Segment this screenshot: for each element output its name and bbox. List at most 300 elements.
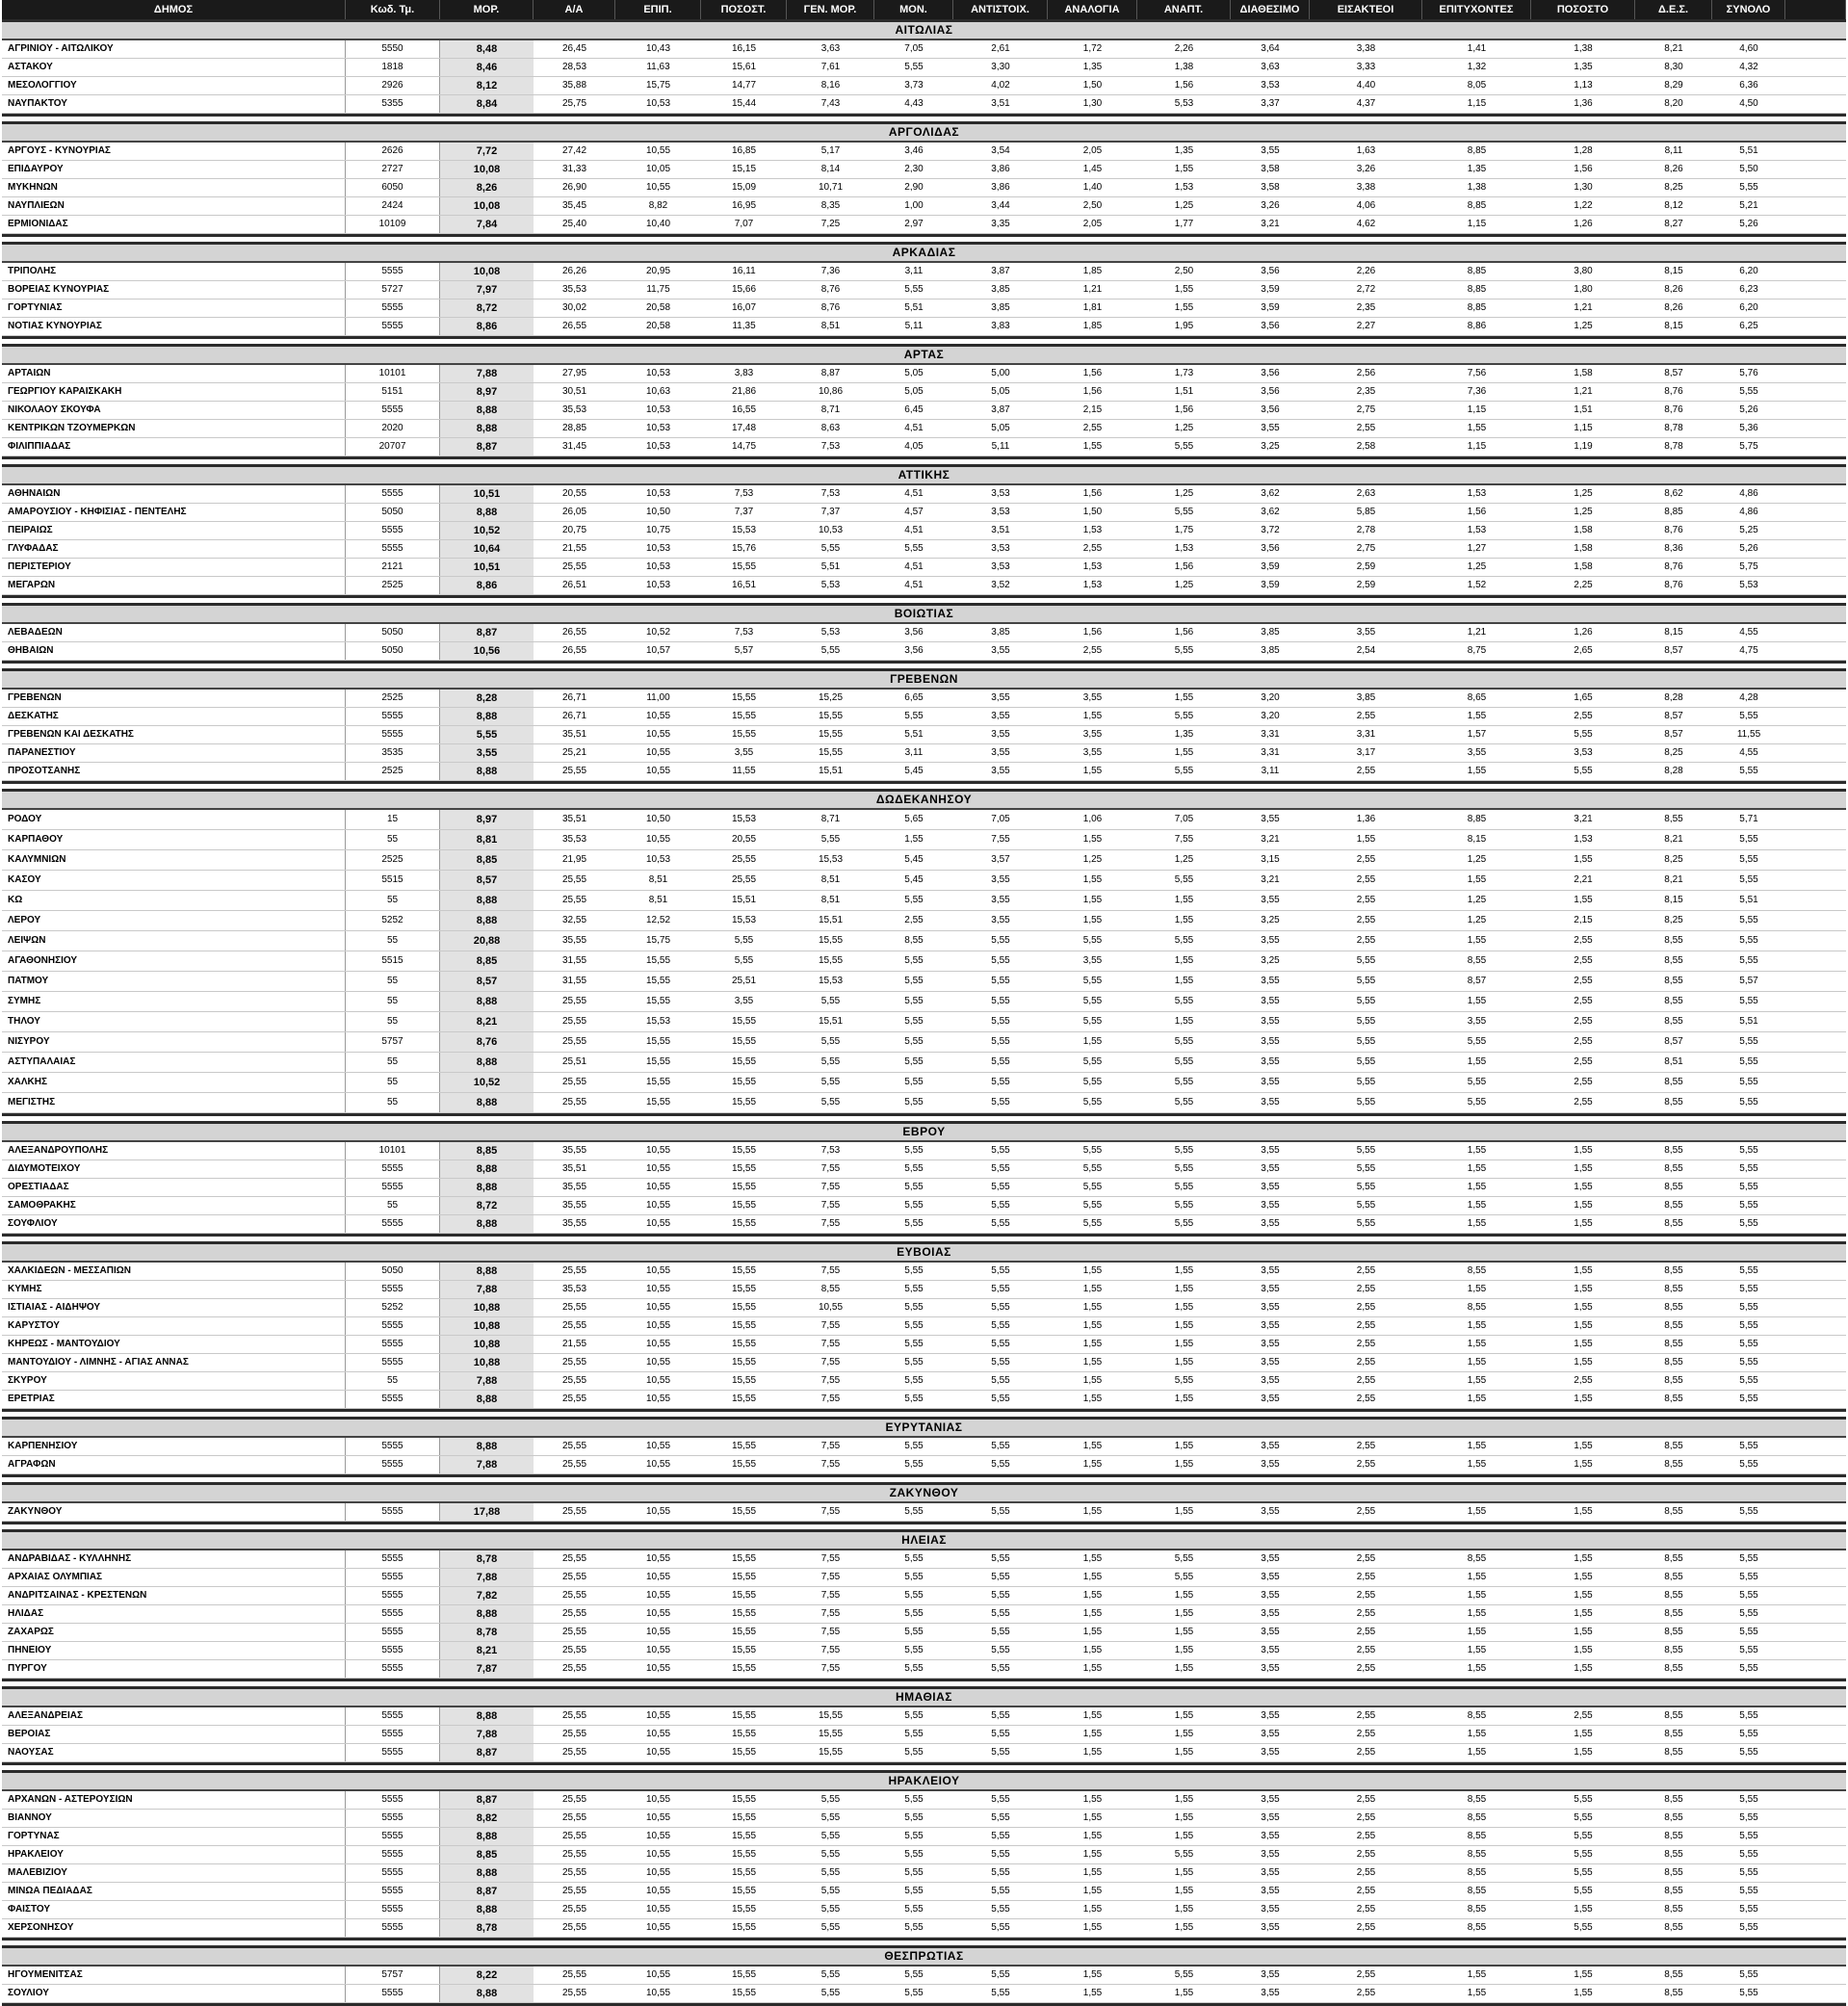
value-cell[interactable]: 10,55 — [645, 182, 671, 193]
value-cell[interactable]: 5,55 — [991, 1394, 1010, 1404]
value-cell[interactable]: 16,55 — [731, 404, 757, 415]
value-cell[interactable]: 25,55 — [561, 1904, 587, 1915]
value-cell[interactable]: 1,55 — [1574, 1163, 1593, 1174]
value-cell[interactable]: 2,25 — [1574, 580, 1593, 590]
municipality-cell[interactable]: ΑΛΕΞΑΝΔΡΕΙΑΣ — [2, 1707, 346, 1725]
value-cell[interactable]: 15,55 — [731, 1265, 757, 1276]
table-row[interactable] — [2, 577, 1846, 595]
municipality-cell[interactable]: ΦΑΙΣΤΟΥ — [2, 1901, 346, 1918]
value-cell[interactable]: 1,25 — [1174, 580, 1194, 590]
value-cell[interactable]: 5,55 — [991, 1200, 1010, 1211]
municipality-cell[interactable]: ΑΣΤΑΚΟΥ — [2, 59, 346, 76]
score-cell[interactable]: 10,08 — [440, 161, 534, 178]
value-cell[interactable]: 1,55 — [1467, 1163, 1487, 1174]
value-cell[interactable]: 5,55 — [904, 895, 924, 905]
value-cell[interactable]: 20,58 — [645, 321, 671, 331]
value-cell[interactable]: 10,53 — [645, 423, 671, 433]
table-row[interactable] — [2, 1587, 1846, 1605]
value-cell[interactable]: 10,52 — [645, 627, 671, 638]
value-cell[interactable]: 1,38 — [1467, 182, 1487, 193]
value-cell[interactable]: 3,59 — [1261, 580, 1280, 590]
value-cell[interactable]: 15,55 — [731, 1590, 757, 1601]
value-cell[interactable]: 5,85 — [1356, 507, 1376, 517]
value-cell[interactable]: 3,55 — [1261, 1163, 1280, 1174]
column-header[interactable]: ΕΙΣΑΚΤΕΟΙ — [1310, 0, 1422, 19]
value-cell[interactable]: 15,55 — [731, 1729, 757, 1739]
value-cell[interactable]: 3,21 — [1261, 219, 1280, 229]
value-cell[interactable]: 5,55 — [820, 1077, 841, 1087]
value-cell[interactable]: 15,55 — [818, 1710, 844, 1721]
value-cell[interactable]: 3,55 — [1261, 1867, 1280, 1878]
table-row[interactable] — [2, 1707, 1846, 1726]
value-cell[interactable]: 8,85 — [1467, 284, 1487, 295]
code-cell[interactable]: 5555 — [346, 1215, 440, 1233]
value-cell[interactable]: 5,21 — [1739, 200, 1758, 211]
value-cell[interactable]: 5,55 — [1574, 1867, 1593, 1878]
value-cell[interactable]: 10,55 — [645, 1572, 671, 1582]
score-cell[interactable]: 3,55 — [440, 744, 534, 762]
value-cell[interactable]: 1,55 — [1082, 1988, 1103, 1998]
score-cell[interactable]: 7,88 — [440, 1372, 534, 1390]
value-cell[interactable]: 15,51 — [818, 766, 844, 776]
value-cell[interactable]: 7,07 — [734, 219, 754, 229]
code-cell[interactable]: 5050 — [346, 642, 440, 660]
value-cell[interactable]: 1,55 — [1174, 1016, 1194, 1027]
table-row[interactable] — [2, 1550, 1846, 1569]
value-cell[interactable]: 2,65 — [1574, 645, 1593, 656]
value-cell[interactable]: 3,85 — [1261, 645, 1280, 656]
value-cell[interactable]: 5,57 — [734, 645, 754, 656]
value-cell[interactable]: 5,55 — [1739, 1831, 1758, 1841]
code-cell[interactable]: 55 — [346, 1073, 440, 1092]
municipality-cell[interactable]: ΣΟΥΛΙΟΥ — [2, 1985, 346, 2002]
value-cell[interactable]: 8,55 — [1664, 1182, 1683, 1192]
municipality-cell[interactable]: ΧΕΡΣΟΝΗΣΟΥ — [2, 1919, 346, 1937]
value-cell[interactable]: 8,85 — [1467, 266, 1487, 276]
value-cell[interactable]: 3,51 — [991, 98, 1010, 109]
code-cell[interactable]: 5555 — [346, 402, 440, 419]
table-row[interactable] — [2, 1456, 1846, 1474]
value-cell[interactable]: 8,55 — [1664, 1163, 1683, 1174]
value-cell[interactable]: 5,55 — [1356, 1016, 1376, 1027]
value-cell[interactable]: 1,25 — [1174, 854, 1194, 865]
municipality-cell[interactable]: ΔΕΣΚΑΤΗΣ — [2, 708, 346, 725]
value-cell[interactable]: 3,64 — [1261, 43, 1280, 54]
value-cell[interactable]: 4,51 — [904, 525, 924, 535]
score-cell[interactable]: 8,78 — [440, 1624, 534, 1641]
value-cell[interactable]: 5,55 — [904, 1710, 924, 1721]
value-cell[interactable]: 5,55 — [1739, 1506, 1758, 1517]
value-cell[interactable]: 8,55 — [1664, 1459, 1683, 1470]
value-cell[interactable]: 2,55 — [1356, 1645, 1376, 1655]
value-cell[interactable]: 3,26 — [1261, 200, 1280, 211]
value-cell[interactable]: 5,55 — [991, 1608, 1010, 1619]
value-cell[interactable]: 8,21 — [1664, 834, 1683, 845]
value-cell[interactable]: 2,56 — [1356, 368, 1376, 378]
value-cell[interactable]: 5,55 — [1739, 1163, 1758, 1174]
value-cell[interactable]: 5,55 — [1174, 1056, 1194, 1067]
value-cell[interactable]: 15,51 — [818, 915, 844, 925]
value-cell[interactable]: 8,71 — [820, 814, 841, 824]
value-cell[interactable]: 1,55 — [1574, 1441, 1593, 1451]
value-cell[interactable]: 8,55 — [1664, 1812, 1683, 1823]
value-cell[interactable]: 1,58 — [1574, 543, 1593, 554]
value-cell[interactable]: 8,15 — [1664, 627, 1683, 638]
value-cell[interactable]: 7,55 — [991, 834, 1010, 845]
value-cell[interactable]: 5,55 — [1739, 711, 1758, 721]
value-cell[interactable]: 1,15 — [1467, 98, 1487, 109]
value-cell[interactable]: 3,25 — [1261, 955, 1280, 966]
value-cell[interactable]: 8,55 — [1664, 1831, 1683, 1841]
value-cell[interactable]: 5,55 — [820, 645, 841, 656]
value-cell[interactable]: 8,30 — [1664, 62, 1683, 72]
value-cell[interactable]: 7,55 — [820, 1590, 841, 1601]
value-cell[interactable]: 5,55 — [1467, 1036, 1487, 1047]
value-cell[interactable]: 35,51 — [561, 729, 587, 740]
value-cell[interactable]: 2,55 — [1574, 996, 1593, 1006]
score-cell[interactable]: 8,88 — [440, 1864, 534, 1882]
value-cell[interactable]: 3,56 — [904, 645, 924, 656]
value-cell[interactable]: 15,55 — [731, 1627, 757, 1637]
value-cell[interactable]: 10,57 — [645, 645, 671, 656]
value-cell[interactable]: 2,59 — [1356, 580, 1376, 590]
value-cell[interactable]: 8,55 — [1664, 1867, 1683, 1878]
table-row[interactable] — [2, 40, 1846, 59]
value-cell[interactable]: 3,55 — [991, 766, 1010, 776]
value-cell[interactable]: 35,51 — [561, 814, 587, 824]
value-cell[interactable]: 5,55 — [1082, 1200, 1103, 1211]
value-cell[interactable]: 15,55 — [645, 1097, 671, 1107]
value-cell[interactable]: 25,55 — [561, 1016, 587, 1027]
value-cell[interactable]: 21,86 — [731, 386, 757, 397]
value-cell[interactable]: 2,35 — [1356, 386, 1376, 397]
value-cell[interactable]: 7,55 — [820, 1218, 841, 1229]
value-cell[interactable]: 5,55 — [904, 1265, 924, 1276]
column-header[interactable]: ΓΕΝ. ΜΟΡ. — [787, 0, 874, 19]
value-cell[interactable]: 7,55 — [820, 1163, 841, 1174]
table-row[interactable] — [2, 1354, 1846, 1372]
value-cell[interactable]: 3,86 — [991, 182, 1010, 193]
value-cell[interactable]: 1,55 — [1082, 1036, 1103, 1047]
value-cell[interactable]: 15,55 — [731, 1284, 757, 1294]
value-cell[interactable]: 5,55 — [991, 1320, 1010, 1331]
score-cell[interactable]: 5,55 — [440, 726, 534, 743]
value-cell[interactable]: 2,55 — [1574, 1710, 1593, 1721]
value-cell[interactable]: 8,55 — [1664, 1357, 1683, 1368]
value-cell[interactable]: 1,55 — [1082, 1729, 1103, 1739]
value-cell[interactable]: 5,55 — [904, 62, 924, 72]
value-cell[interactable]: 1,25 — [1467, 854, 1487, 865]
value-cell[interactable]: 25,55 — [561, 1747, 587, 1758]
value-cell[interactable]: 10,53 — [645, 580, 671, 590]
municipality-cell[interactable]: ΠΥΡΓΟΥ — [2, 1660, 346, 1678]
table-row[interactable] — [2, 992, 1846, 1012]
value-cell[interactable]: 1,53 — [1467, 488, 1487, 499]
value-cell[interactable]: 1,45 — [1082, 164, 1103, 174]
value-cell[interactable]: 1,27 — [1467, 543, 1487, 554]
table-row[interactable] — [2, 1967, 1846, 1985]
value-cell[interactable]: 10,71 — [818, 182, 844, 193]
value-cell[interactable]: 8,55 — [1467, 1265, 1487, 1276]
value-cell[interactable]: 25,55 — [561, 1553, 587, 1564]
value-cell[interactable]: 5,55 — [1739, 854, 1758, 865]
value-cell[interactable]: 31,55 — [561, 955, 587, 966]
code-cell[interactable]: 5151 — [346, 383, 440, 401]
value-cell[interactable]: 3,55 — [1261, 1036, 1280, 1047]
value-cell[interactable]: 5,55 — [904, 1284, 924, 1294]
value-cell[interactable]: 1,56 — [1082, 386, 1103, 397]
value-cell[interactable]: 25,55 — [561, 561, 587, 572]
value-cell[interactable]: 3,55 — [1261, 1553, 1280, 1564]
value-cell[interactable]: 3,11 — [1261, 766, 1280, 776]
value-cell[interactable]: 5,55 — [1739, 1097, 1758, 1107]
value-cell[interactable]: 25,55 — [731, 874, 757, 885]
value-cell[interactable]: 1,58 — [1574, 525, 1593, 535]
code-cell[interactable]: 5555 — [346, 318, 440, 335]
code-cell[interactable]: 55 — [346, 1093, 440, 1112]
value-cell[interactable]: 8,55 — [1467, 955, 1487, 966]
value-cell[interactable]: 15,55 — [818, 711, 844, 721]
value-cell[interactable]: 5,55 — [991, 1056, 1010, 1067]
municipality-cell[interactable]: ΘΗΒΑΙΩΝ — [2, 642, 346, 660]
municipality-cell[interactable]: ΑΡΤΑΙΩΝ — [2, 365, 346, 382]
value-cell[interactable]: 8,15 — [1664, 266, 1683, 276]
value-cell[interactable]: 3,55 — [991, 915, 1010, 925]
code-cell[interactable]: 5555 — [346, 1810, 440, 1827]
value-cell[interactable]: 3,33 — [1356, 62, 1376, 72]
municipality-cell[interactable]: ΦΙΛΙΠΠΙΑΔΑΣ — [2, 438, 346, 456]
value-cell[interactable]: 1,55 — [1574, 1747, 1593, 1758]
table-row[interactable] — [2, 281, 1846, 300]
municipality-cell[interactable]: ΜΕΣΟΛΟΓΓΙΟΥ — [2, 77, 346, 94]
value-cell[interactable]: 5,55 — [820, 1794, 841, 1805]
value-cell[interactable]: 5,55 — [1574, 766, 1593, 776]
value-cell[interactable]: 2,21 — [1574, 874, 1593, 885]
value-cell[interactable]: 5,53 — [820, 580, 841, 590]
value-cell[interactable]: 2,35 — [1356, 302, 1376, 313]
value-cell[interactable]: 1,28 — [1574, 145, 1593, 156]
value-cell[interactable]: 3,55 — [1082, 729, 1103, 740]
value-cell[interactable]: 7,53 — [820, 1145, 841, 1156]
value-cell[interactable]: 3,86 — [991, 164, 1010, 174]
value-cell[interactable]: 3,11 — [904, 747, 924, 758]
value-cell[interactable]: 5,55 — [904, 1663, 924, 1674]
value-cell[interactable]: 8,51 — [1664, 1056, 1683, 1067]
municipality-cell[interactable]: ΗΡΑΚΛΕΙΟΥ — [2, 1846, 346, 1863]
score-cell[interactable]: 8,97 — [440, 810, 534, 829]
value-cell[interactable]: 5,55 — [1174, 1553, 1194, 1564]
value-cell[interactable]: 15,55 — [731, 1097, 757, 1107]
value-cell[interactable]: 8,55 — [1664, 1145, 1683, 1156]
value-cell[interactable]: 8,21 — [1664, 874, 1683, 885]
value-cell[interactable]: 5,55 — [904, 1357, 924, 1368]
municipality-cell[interactable]: ΑΛΕΞΑΝΔΡΟΥΠΟΛΗΣ — [2, 1142, 346, 1159]
table-row[interactable] — [2, 951, 1846, 972]
score-cell[interactable]: 8,88 — [440, 504, 534, 521]
table-row[interactable] — [2, 1438, 1846, 1456]
value-cell[interactable]: 1,55 — [1174, 1284, 1194, 1294]
score-cell[interactable]: 17,88 — [440, 1503, 534, 1521]
value-cell[interactable]: 26,71 — [561, 692, 587, 703]
value-cell[interactable]: 3,63 — [820, 43, 841, 54]
value-cell[interactable]: 1,36 — [1574, 98, 1593, 109]
value-cell[interactable]: 25,55 — [561, 1645, 587, 1655]
municipality-cell[interactable]: ΣΑΜΟΘΡΑΚΗΣ — [2, 1197, 346, 1214]
table-row[interactable] — [2, 1660, 1846, 1679]
value-cell[interactable]: 4,43 — [904, 98, 924, 109]
value-cell[interactable]: 10,55 — [645, 834, 671, 845]
score-cell[interactable]: 8,97 — [440, 383, 534, 401]
code-cell[interactable]: 2525 — [346, 690, 440, 707]
value-cell[interactable]: 7,53 — [820, 441, 841, 452]
score-cell[interactable]: 8,21 — [440, 1012, 534, 1031]
value-cell[interactable]: 5,55 — [991, 1016, 1010, 1027]
value-cell[interactable]: 8,85 — [1467, 814, 1487, 824]
value-cell[interactable]: 5,55 — [904, 1886, 924, 1896]
value-cell[interactable]: 5,55 — [991, 1077, 1010, 1087]
score-cell[interactable]: 8,88 — [440, 1605, 534, 1623]
value-cell[interactable]: 25,55 — [561, 1849, 587, 1860]
value-cell[interactable]: 5,55 — [904, 1459, 924, 1470]
value-cell[interactable]: 5,55 — [820, 1904, 841, 1915]
value-cell[interactable]: 25,55 — [561, 1886, 587, 1896]
value-cell[interactable]: 1,55 — [1467, 1627, 1487, 1637]
municipality-cell[interactable]: ΑΡΓΟΥΣ - ΚΥΝΟΥΡΙΑΣ — [2, 143, 346, 160]
value-cell[interactable]: 8,26 — [1664, 164, 1683, 174]
table-row[interactable] — [2, 810, 1846, 830]
value-cell[interactable]: 2,55 — [1356, 1394, 1376, 1404]
value-cell[interactable]: 4,32 — [1739, 62, 1758, 72]
value-cell[interactable]: 5,55 — [1574, 729, 1593, 740]
value-cell[interactable]: 1,53 — [1174, 543, 1194, 554]
value-cell[interactable]: 2,55 — [1574, 711, 1593, 721]
value-cell[interactable]: 8,51 — [820, 895, 841, 905]
score-cell[interactable]: 8,85 — [440, 1846, 534, 1863]
value-cell[interactable]: 4,60 — [1739, 43, 1758, 54]
value-cell[interactable]: 10,55 — [645, 1145, 671, 1156]
value-cell[interactable]: 1,00 — [904, 200, 924, 211]
value-cell[interactable]: 25,55 — [561, 1441, 587, 1451]
value-cell[interactable]: 15,75 — [645, 935, 671, 946]
value-cell[interactable]: 2,59 — [1356, 561, 1376, 572]
value-cell[interactable]: 2,55 — [1356, 1922, 1376, 1933]
value-cell[interactable]: 5,55 — [1174, 1182, 1194, 1192]
value-cell[interactable]: 8,55 — [1664, 814, 1683, 824]
value-cell[interactable]: 7,55 — [820, 1553, 841, 1564]
table-row[interactable] — [2, 216, 1846, 234]
value-cell[interactable]: 1,55 — [1174, 1608, 1194, 1619]
value-cell[interactable]: 5,55 — [1574, 1886, 1593, 1896]
value-cell[interactable]: 1,55 — [1082, 1553, 1103, 1564]
value-cell[interactable]: 8,63 — [820, 423, 841, 433]
table-row[interactable] — [2, 179, 1846, 197]
value-cell[interactable]: 35,53 — [561, 404, 587, 415]
value-cell[interactable]: 1,55 — [1082, 1441, 1103, 1451]
municipality-cell[interactable]: ΛΕΙΨΩΝ — [2, 931, 346, 951]
value-cell[interactable]: 3,44 — [991, 200, 1010, 211]
value-cell[interactable]: 1,55 — [1174, 1645, 1194, 1655]
value-cell[interactable]: 8,57 — [1664, 711, 1683, 721]
value-cell[interactable]: 2,55 — [1574, 955, 1593, 966]
value-cell[interactable]: 1,21 — [1467, 627, 1487, 638]
value-cell[interactable]: 10,50 — [645, 814, 671, 824]
value-cell[interactable]: 5,55 — [1356, 1182, 1376, 1192]
value-cell[interactable]: 15,55 — [731, 1506, 757, 1517]
value-cell[interactable]: 8,51 — [820, 874, 841, 885]
value-cell[interactable]: 8,05 — [1467, 80, 1487, 91]
score-cell[interactable]: 8,87 — [440, 1744, 534, 1761]
municipality-cell[interactable]: ΠΑΤΜΟΥ — [2, 972, 346, 991]
value-cell[interactable]: 8,55 — [1664, 1265, 1683, 1276]
value-cell[interactable]: 1,56 — [1174, 561, 1194, 572]
value-cell[interactable]: 3,55 — [1261, 1077, 1280, 1087]
table-row[interactable] — [2, 1215, 1846, 1234]
value-cell[interactable]: 1,55 — [1082, 895, 1103, 905]
municipality-cell[interactable]: ΗΓΟΥΜΕΝΙΤΣΑΣ — [2, 1967, 346, 1984]
score-cell[interactable]: 10,08 — [440, 197, 534, 215]
value-cell[interactable]: 25,55 — [561, 996, 587, 1006]
value-cell[interactable]: 15,55 — [645, 1036, 671, 1047]
value-cell[interactable]: 11,35 — [732, 321, 756, 331]
value-cell[interactable]: 1,56 — [1082, 627, 1103, 638]
table-row[interactable] — [2, 1179, 1846, 1197]
value-cell[interactable]: 5,55 — [1082, 996, 1103, 1006]
value-cell[interactable]: 10,55 — [645, 1794, 671, 1805]
code-cell[interactable]: 5355 — [346, 95, 440, 113]
value-cell[interactable]: 1,55 — [1574, 1459, 1593, 1470]
value-cell[interactable]: 5,55 — [991, 955, 1010, 966]
value-cell[interactable]: 5,55 — [991, 1163, 1010, 1174]
value-cell[interactable]: 8,15 — [1664, 321, 1683, 331]
code-cell[interactable]: 55 — [346, 972, 440, 991]
value-cell[interactable]: 1,73 — [1174, 368, 1194, 378]
column-header[interactable]: ΜΟΝ. — [874, 0, 953, 19]
value-cell[interactable]: 10,55 — [645, 1459, 671, 1470]
value-cell[interactable]: 2,55 — [1356, 1886, 1376, 1896]
value-cell[interactable]: 1,53 — [1574, 834, 1593, 845]
score-cell[interactable]: 8,88 — [440, 1438, 534, 1455]
value-cell[interactable]: 8,65 — [1467, 692, 1487, 703]
code-cell[interactable]: 5555 — [346, 1985, 440, 2002]
value-cell[interactable]: 5,55 — [734, 955, 754, 966]
value-cell[interactable]: 7,55 — [820, 1375, 841, 1386]
value-cell[interactable]: 5,55 — [1356, 996, 1376, 1006]
value-cell[interactable]: 5,55 — [1739, 1867, 1758, 1878]
value-cell[interactable]: 1,55 — [1174, 1627, 1194, 1637]
value-cell[interactable]: 1,55 — [1467, 996, 1487, 1006]
value-cell[interactable]: 11,00 — [646, 692, 670, 703]
value-cell[interactable]: 7,55 — [820, 1265, 841, 1276]
score-cell[interactable]: 10,08 — [440, 263, 534, 280]
value-cell[interactable]: 5,71 — [1739, 814, 1758, 824]
value-cell[interactable]: 10,55 — [645, 711, 671, 721]
value-cell[interactable]: 5,55 — [991, 1988, 1010, 1998]
value-cell[interactable]: 5,55 — [820, 1097, 841, 1107]
value-cell[interactable]: 5,55 — [1174, 441, 1194, 452]
value-cell[interactable]: 5,55 — [1739, 1182, 1758, 1192]
value-cell[interactable]: 2,55 — [1574, 1016, 1593, 1027]
value-cell[interactable]: 2,55 — [1356, 895, 1376, 905]
value-cell[interactable]: 8,11 — [1664, 145, 1683, 156]
value-cell[interactable]: 8,55 — [820, 1284, 841, 1294]
value-cell[interactable]: 3,55 — [1261, 1394, 1280, 1404]
municipality-cell[interactable]: ΠΕΙΡΑΙΩΣ — [2, 522, 346, 539]
value-cell[interactable]: 3,35 — [991, 219, 1010, 229]
score-cell[interactable]: 8,48 — [440, 40, 534, 58]
value-cell[interactable]: 5,55 — [991, 1553, 1010, 1564]
value-cell[interactable]: 8,55 — [1664, 1553, 1683, 1564]
value-cell[interactable]: 7,05 — [904, 43, 924, 54]
